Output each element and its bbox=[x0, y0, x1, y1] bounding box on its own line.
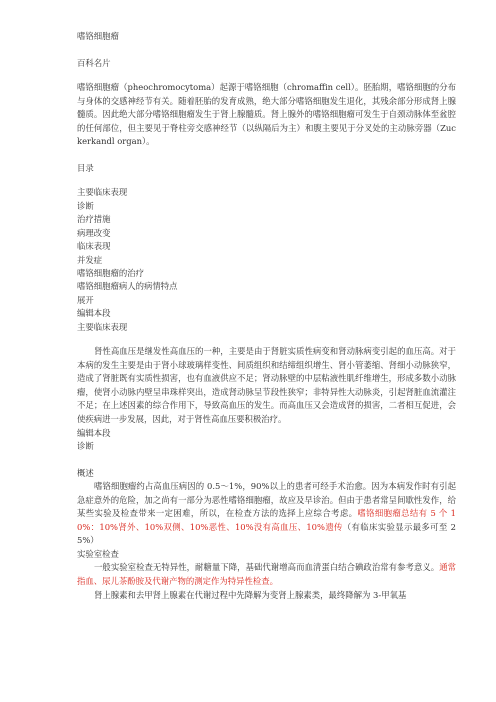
section-heading-clinical: 主要临床表现 bbox=[77, 321, 128, 332]
toc-item[interactable]: 嗜铬细胞瘤病人的病情特点 bbox=[77, 281, 178, 292]
overview-paragraph bbox=[77, 480, 456, 548]
expand-link[interactable]: 展开 bbox=[77, 294, 94, 305]
toc-heading: 目录 bbox=[77, 162, 94, 173]
toc-item[interactable]: 嗜铬细胞瘤的治疗 bbox=[77, 267, 144, 278]
overview-tail: （有临床实验显示最多可至 25%） bbox=[77, 521, 456, 546]
overview-highlight: 嗜铬细胞瘤总结有 5 个 10%：10%肾外、10%双侧、10%恶性、10%没有高血压、10%遗传 bbox=[77, 508, 456, 532]
edit-section-link[interactable]: 编辑本段 bbox=[77, 427, 111, 438]
overview-text: 嗜铬细胞瘤约占高血压病因的 0.5～1%，90%以上的患者可经手术治愈。因为本病发作时有引起急症意外的危险，加之尚有一部分为恶性嗜铬细胞瘤，故应及早诊治。但由于患者常呈间歇性发作，给某些实验及检查带来一定困难，所以，在检查方法的选择上应综合考虑。 bbox=[77, 481, 456, 519]
lab-paragraph bbox=[77, 561, 456, 588]
toc-item[interactable]: 并发症 bbox=[77, 254, 103, 265]
toc-item[interactable]: 主要临床表现 bbox=[77, 187, 128, 198]
toc-item[interactable]: 诊断 bbox=[77, 200, 94, 211]
doc-title: 嗜铬细胞瘤 bbox=[77, 31, 119, 41]
source-label: 百科名片 bbox=[77, 57, 111, 68]
subheading-overview: 概述 bbox=[77, 467, 94, 478]
intro-paragraph: 嗜铬细胞瘤（pheochromocytoma）起源于嗜铬细胞（chromaffin cell）。胚胎期，嗜铬细胞的分布与身体的交感神经节有关。随着胚胎的发育成熟，绝大部分嗜铬细胞发生退化，其残余部分形成肾上腺髓质。因此绝大部分嗜铬细胞瘤发生于肾上腺髓质。肾上腺外的嗜铬细胞瘤可发生于自颈动脉体至盆腔的任何部位，但主要见于脊柱旁交感神经节（以纵隔后为主）和腹主要见于分叉处的主动脉旁器（Zuckerkandl organ）。 bbox=[77, 82, 456, 147]
lab-highlight: 通常指血、尿儿茶酚胺及代谢产物的测定作为特异性检查。 bbox=[77, 562, 456, 587]
toc-item[interactable]: 病理改变 bbox=[77, 227, 111, 238]
lab-paragraph-2: 肾上腺素和去甲肾上腺素在代谢过程中先降解为变肾上腺素类，最终降解为 3-甲氧基 bbox=[94, 589, 407, 600]
edit-section-link[interactable]: 编辑本段 bbox=[77, 308, 111, 319]
clinical-paragraph: 肾性高血压是继发性高血压的一种，主要是由于肾脏实质性病变和肾动脉病变引起的血压高。对于本病的发生主要是由于肾小球玻璃样变性、间质组织和结缔组织增生、肾小管萎缩、肾细小动脉狭窄，造成了肾脏既有实质性损害，也有血液供应不足；肾动脉壁的中层粘液性肌纤维增生，形成多数小动脉瘤，使肾小动脉内壁呈串珠样突出，造成肾动脉呈节段性狭窄；非特异性大动脉炎，引起肾脏血流灌注不足；在上述因素的综合作用下，导致高血压的发生。而高血压又会造成肾的损害，二者相互促进，会使疾病进一步发展，因此，对于肾性高血压要积极治疗。 bbox=[77, 345, 456, 424]
lab-text: 一般实验室检查无特异性，耐糖量下降，基础代谢增高而血清蛋白结合碘政治常有参考意义。 bbox=[94, 562, 440, 573]
toc-item[interactable]: 治疗措施 bbox=[77, 214, 111, 225]
toc-item[interactable]: 临床表现 bbox=[77, 241, 111, 252]
toc-list bbox=[77, 186, 456, 333]
section-heading-diagnosis: 诊断 bbox=[77, 441, 94, 451]
subheading-lab: 实验室检查 bbox=[77, 548, 119, 559]
